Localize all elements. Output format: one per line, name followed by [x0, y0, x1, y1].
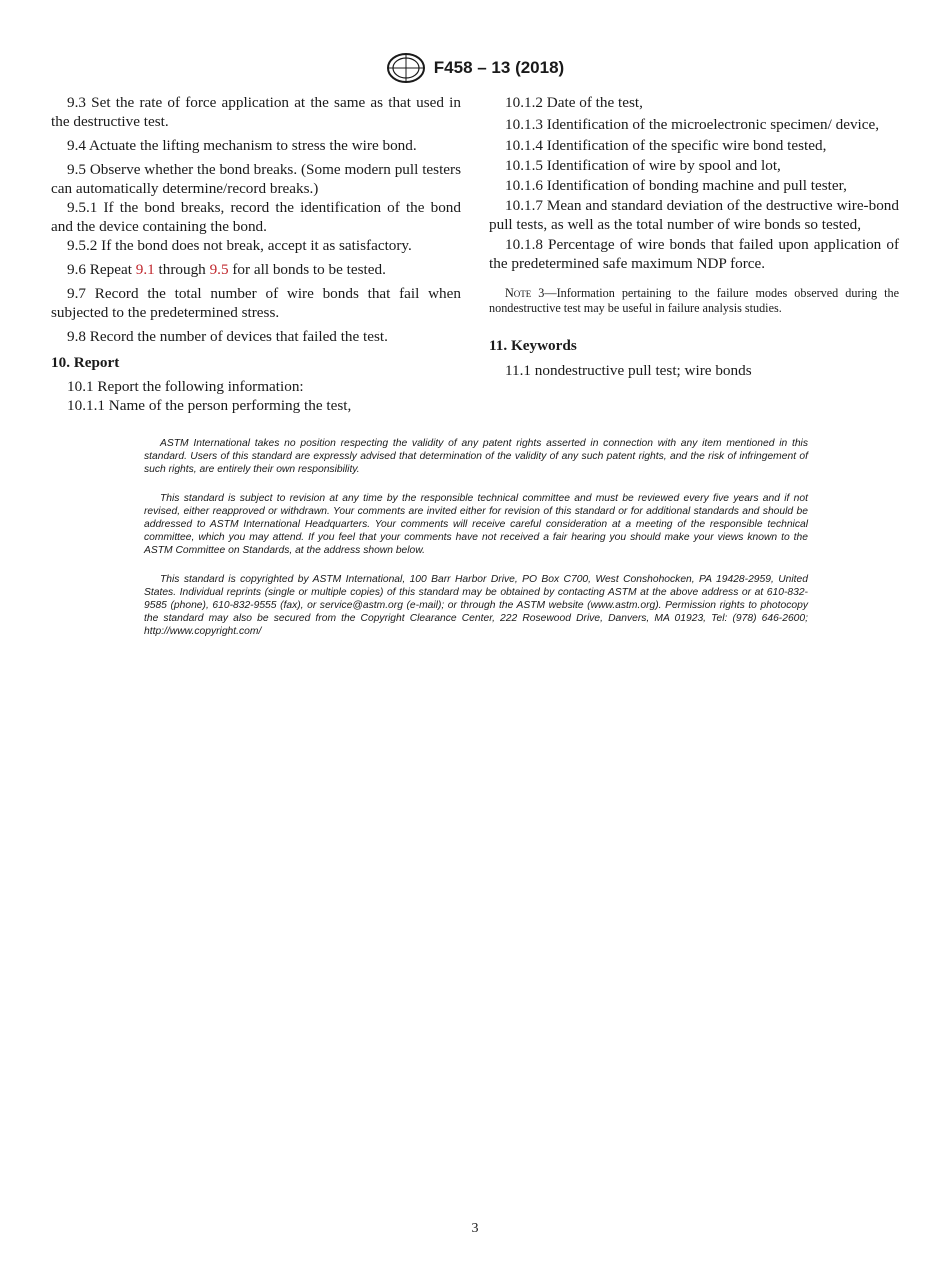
section-9-7: 9.7 Record the total number of wire bonds that fail when subjected to the predetermined stress.	[51, 285, 461, 321]
section-9-6-middle: through	[154, 261, 210, 278]
section-9-6-prefix: 9.6 Repeat	[67, 261, 136, 278]
section-9-5: 9.5 Observe whether the bond breaks. (Some modern pull testers can automatically determine/record breaks.)	[51, 161, 461, 197]
section-10-1-6: 10.1.6 Identification of bonding machine and pull tester,	[505, 177, 847, 194]
section-10-1-2: 10.1.2 Date of the test,	[505, 94, 643, 111]
section-10-1-4: 10.1.4 Identification of the specific wire bond tested,	[505, 137, 827, 154]
section-10-1-8: 10.1.8 Percentage of wire bonds that failed upon application of the predetermined safe maximum NDP force.	[489, 236, 899, 272]
right-column	[489, 93, 899, 380]
section-10-1-5: 10.1.5 Identification of wire by spool and lot,	[505, 157, 781, 174]
note-text: —Information pertaining to the failure modes observed during the nondestructive test may be useful in failure analysis studies.	[489, 286, 899, 315]
section-10-1: 10.1 Report the following information:	[67, 378, 304, 395]
section-9-8: 9.8 Record the number of devices that failed the test.	[67, 328, 388, 345]
section-10-1-7: 10.1.7 Mean and standard deviation of the destructive wire-bond pull tests, as well as the total number of wire bonds so tested,	[489, 197, 899, 233]
section-9-3: 9.3 Set the rate of force application at the same as that used in the destructive test.	[51, 94, 461, 130]
footer-notices	[144, 437, 808, 654]
section-9-5-1: 9.5.1 If the bond breaks, record the identification of the bond and the device containing the bond.	[51, 199, 461, 235]
document-id: F458 – 13 (2018)	[433, 58, 565, 77]
copyright-notice: This standard is copyrighted by ASTM International, 100 Barr Harbor Drive, PO Box C700, West Conshohocken, PA 19428-2959, United States. Individual reprints (single or multiple copies) of this standard may be obtained by contacting ASTM at the above address or at 610-832-9585 (phone), 610-832-9555 (fax), or service@astm.org (e-mail); or through the ASTM website (www.astm.org). Permission rights to photocopy the standard may also be secured from the Copyright Clearance Center, 222 Rosewood Drive, Danvers, MA 01923, Tel: (978) 646-2600; http://www.copyright.com/	[144, 573, 808, 638]
report-heading: 10. Report	[51, 354, 120, 371]
note-label: Note 3	[505, 286, 545, 300]
keywords-heading: 11. Keywords	[489, 337, 577, 354]
section-9-5-2: 9.5.2 If the bond does not break, accept it as satisfactory.	[67, 237, 412, 254]
patent-notice: ASTM International takes no position respecting the validity of any patent rights asserted in connection with any item mentioned in this standard. Users of this standard are expressly advised that determination of the validity of any such patent rights, and the risk of infringement of such rights, are entirely their own responsibility.	[144, 438, 808, 476]
section-11-1: 11.1 nondestructive pull test; wire bonds	[505, 362, 752, 379]
link-9-5[interactable]: 9.5	[209, 261, 229, 278]
section-9-4: 9.4 Actuate the lifting mechanism to stress the wire bond.	[67, 137, 417, 154]
left-column	[51, 93, 461, 415]
astm-logo-icon	[386, 52, 426, 84]
revision-notice: This standard is subject to revision at any time by the responsible technical committee and must be reviewed every five years and if not revised, either reapproved or withdrawn. Your comments are invited either for revision of this standard or for additional standards and should be addressed to ASTM International Headquarters. Your comments will receive careful consideration at a meeting of the responsible technical committee, which you may attend. If you feel that your comments have not received a fair hearing you should make your views known to the ASTM Committee on Standards, at the address shown below.	[144, 492, 808, 557]
section-9-6	[51, 260, 461, 279]
section-10-1-1: 10.1.1 Name of the person performing the test,	[67, 397, 352, 414]
note-3	[489, 286, 899, 316]
page-header	[0, 52, 950, 84]
page-number: 3	[471, 1221, 479, 1236]
link-9-1[interactable]: 9.1	[135, 261, 155, 278]
section-10-1-3: 10.1.3 Identification of the microelectronic specimen/ device,	[505, 116, 880, 133]
section-9-6-suffix: for all bonds to be tested.	[228, 261, 386, 278]
